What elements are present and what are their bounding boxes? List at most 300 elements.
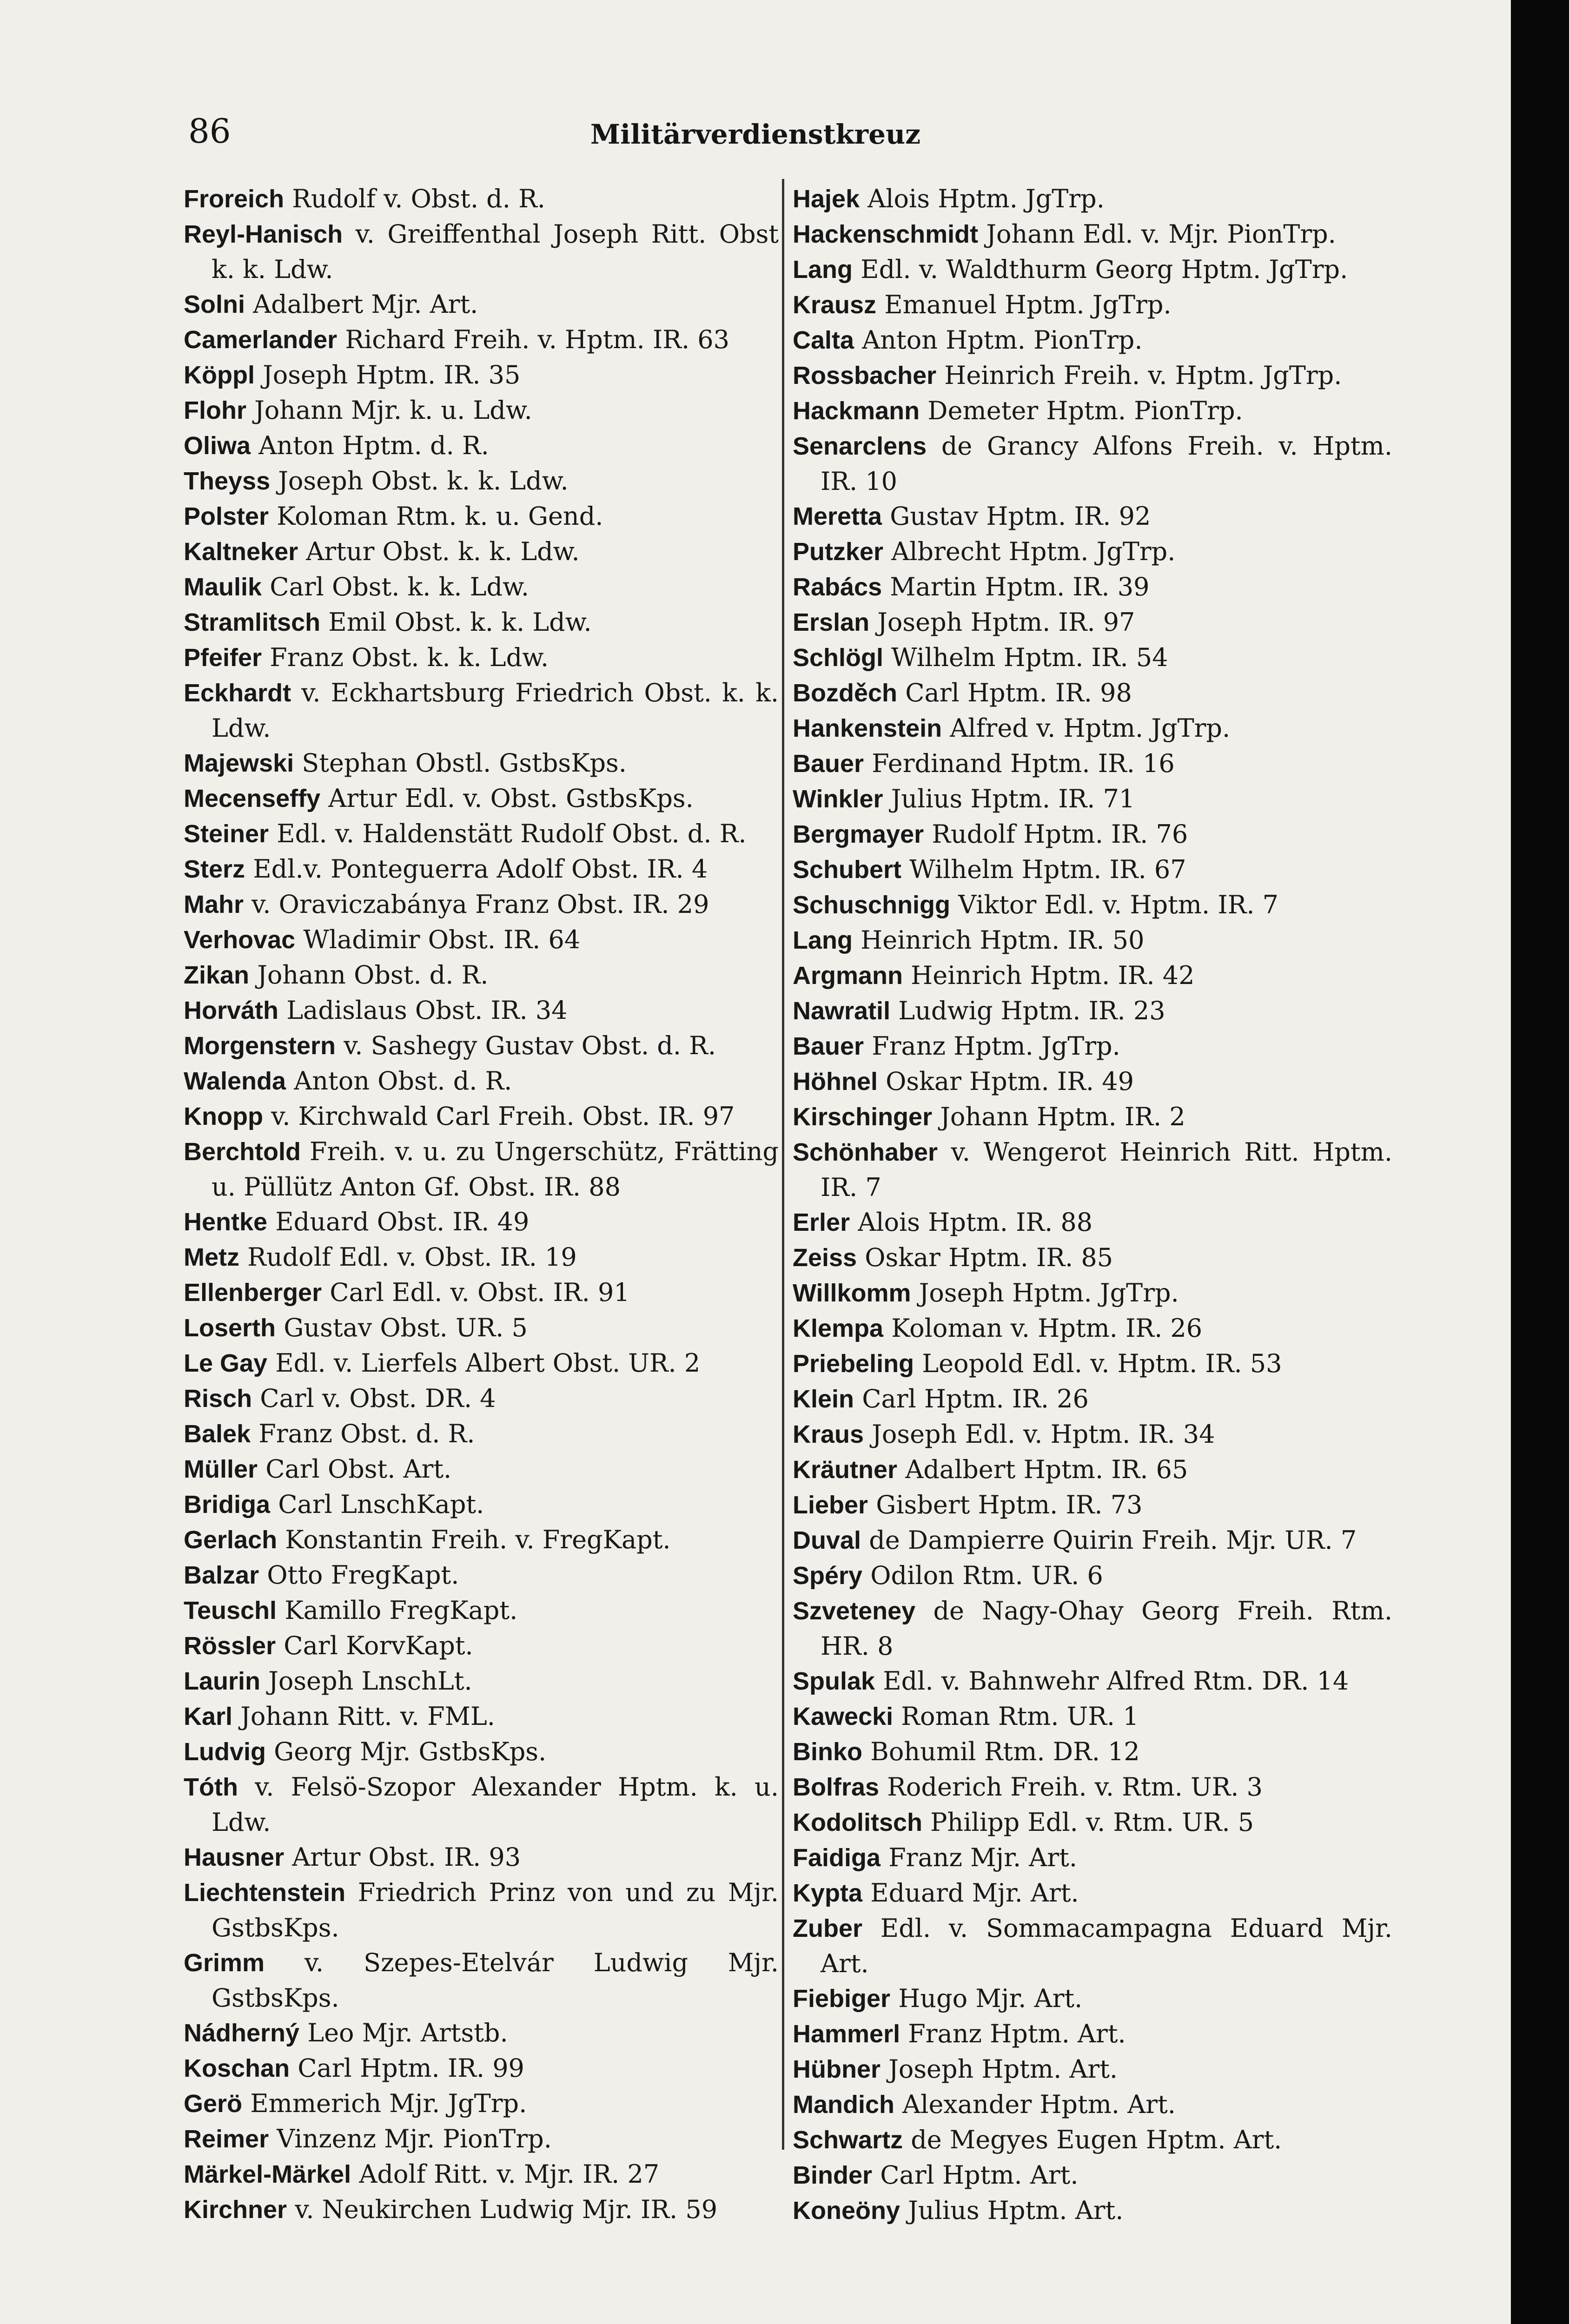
list-item	[184, 1945, 779, 2015]
list-item	[184, 1734, 779, 1769]
list-item	[184, 781, 779, 816]
list-item	[184, 852, 779, 887]
running-head: Militärverdienstkreuz	[590, 119, 921, 150]
entry-details: Adolf Ritt. v. Mjr. IR. 27	[351, 2159, 660, 2189]
entry-details: v. Kirchwald Carl Freih. Obst. IR. 97	[263, 1102, 735, 1131]
list-item	[184, 499, 779, 534]
list-item	[793, 746, 1392, 781]
entry-details: Richard Freih. v. Hptm. IR. 63	[337, 325, 729, 354]
entry-surname: Hankenstein	[793, 714, 942, 742]
list-item	[184, 1240, 779, 1275]
entry-surname: Winkler	[793, 785, 883, 813]
entry-surname: Flohr	[184, 396, 246, 424]
list-item	[793, 2087, 1392, 2122]
entry-surname: Duval	[793, 1526, 861, 1554]
entry-details: Johann Ritt. v. FML.	[232, 1702, 495, 1731]
list-item	[793, 1064, 1392, 1099]
list-item	[184, 922, 779, 957]
entry-details: Joseph Obst. k. k. Ldw.	[270, 466, 569, 495]
list-item	[184, 393, 779, 428]
list-item	[793, 1487, 1392, 1523]
entry-details: Stephan Obstl. GstbsKps.	[294, 748, 627, 778]
entry-surname: Maulik	[184, 573, 262, 601]
entry-details: v. Szepes-Etelvár Ludwig Mjr. GstbsKps.	[212, 1948, 779, 2013]
entry-details: Carl Obst. Art.	[258, 1454, 452, 1484]
list-item	[184, 1452, 779, 1487]
entry-details: Emanuel Hptm. JgTrp.	[876, 290, 1172, 319]
list-item	[184, 1381, 779, 1416]
entry-surname: Walenda	[184, 1067, 286, 1095]
entry-details: Artur Edl. v. Obst. GstbsKps.	[320, 784, 694, 813]
list-item	[793, 2158, 1392, 2193]
entry-surname: Camerlander	[184, 326, 338, 354]
entry-surname: Liechtenstein	[184, 1879, 346, 1907]
entry-details: Wilhelm Hptm. IR. 67	[901, 855, 1186, 884]
list-item	[184, 640, 779, 675]
entry-surname: Kypta	[793, 1879, 863, 1907]
entry-details: Carl Edl. v. Obst. IR. 91	[322, 1278, 630, 1307]
list-item	[184, 569, 779, 605]
entry-surname: Steiner	[184, 820, 269, 848]
entry-surname: Grimm	[184, 1949, 265, 1977]
entry-details: Leo Mjr. Artstb.	[299, 2018, 508, 2047]
list-item	[793, 1205, 1392, 1240]
list-item	[793, 1240, 1392, 1275]
list-item	[184, 1699, 779, 1734]
entry-details: Carl Hptm. IR. 99	[290, 2053, 524, 2083]
list-item	[793, 1699, 1392, 1734]
entry-surname: Putzker	[793, 538, 884, 566]
entry-surname: Ludvig	[184, 1738, 266, 1766]
entry-details: Carl Hptm. IR. 98	[897, 678, 1132, 707]
entry-details: Heinrich Hptm. IR. 42	[903, 961, 1195, 990]
entry-surname: Reyl-Hanisch	[184, 220, 343, 248]
entry-details: Gisbert Hptm. IR. 73	[868, 1490, 1143, 1519]
entry-surname: Willkomm	[793, 1279, 911, 1307]
entry-details: Anton Hptm. d. R.	[251, 431, 489, 460]
entry-surname: Fiebiger	[793, 1985, 891, 2013]
list-item	[184, 2121, 779, 2157]
entry-surname: Kräutner	[793, 1456, 898, 1484]
entry-details: Edl. v. Haldenstätt Rudolf Obst. d. R.	[269, 819, 747, 848]
column-divider	[782, 179, 784, 2150]
entry-surname: Gerlach	[184, 1526, 278, 1554]
entry-surname: Bergmayer	[793, 820, 924, 848]
entry-details: Viktor Edl. v. Hptm. IR. 7	[950, 890, 1279, 919]
entry-details: Joseph Edl. v. Hptm. IR. 34	[864, 1419, 1215, 1449]
list-item	[184, 746, 779, 781]
entry-details: Ladislaus Obst. IR. 34	[278, 996, 568, 1025]
list-item	[184, 1028, 779, 1063]
entry-surname: Schlögl	[793, 644, 884, 672]
list-item	[184, 322, 779, 357]
entry-surname: Nawratil	[793, 997, 891, 1025]
list-item	[184, 181, 779, 217]
entry-details: Edl. v. Waldthurm Georg Hptm. JgTrp.	[853, 255, 1348, 284]
list-item	[793, 393, 1392, 429]
list-item	[184, 675, 779, 746]
list-item	[184, 1275, 779, 1310]
list-item	[793, 2016, 1392, 2052]
list-item	[184, 2086, 779, 2121]
entry-surname: Senarclens	[793, 432, 927, 460]
entry-details: Carl LnschKapt.	[270, 1490, 484, 1519]
entry-details: Koloman Rtm. k. u. Gend.	[269, 502, 603, 531]
list-item	[793, 675, 1392, 711]
entry-details: Alois Hptm. JgTrp.	[860, 184, 1105, 213]
entry-details: Carl Obst. k. k. Ldw.	[262, 572, 530, 601]
entry-surname: Hausner	[184, 1843, 285, 1871]
entry-details: Franz Hptm. JgTrp.	[864, 1031, 1120, 1061]
entry-surname: Meretta	[793, 502, 882, 530]
entry-surname: Argmann	[793, 962, 903, 990]
entry-surname: Klein	[793, 1385, 854, 1413]
list-item	[184, 1346, 779, 1381]
list-item	[793, 534, 1392, 569]
entry-surname: Eckhardt	[184, 679, 291, 707]
list-item	[184, 2015, 779, 2051]
list-item	[184, 605, 779, 640]
entry-surname: Mandich	[793, 2091, 895, 2119]
entry-surname: Spéry	[793, 1562, 863, 1590]
entry-details: Vinzenz Mjr. PionTrp.	[269, 2124, 552, 2153]
page-edge-shadow	[1511, 0, 1569, 2324]
entry-surname: Karl	[184, 1703, 233, 1730]
entry-details: Odilon Rtm. UR. 6	[862, 1561, 1103, 1590]
list-item	[184, 1063, 779, 1099]
entry-details: Friedrich Prinz von und zu Mjr. GstbsKps.	[212, 1878, 779, 1942]
entry-surname: Priebeling	[793, 1350, 914, 1378]
entry-surname: Hackenschmidt	[793, 220, 979, 248]
entry-surname: Szveteney	[793, 1597, 916, 1625]
entry-surname: Spulak	[793, 1667, 875, 1695]
entry-details: Artur Obst. IR. 93	[284, 1842, 521, 1872]
entry-details: Koloman v. Hptm. IR. 26	[883, 1314, 1203, 1343]
entry-details: Wladimir Obst. IR. 64	[295, 925, 581, 954]
entry-surname: Binko	[793, 1738, 863, 1766]
list-item	[184, 1134, 779, 1204]
entry-details: Bohumil Rtm. DR. 12	[862, 1737, 1140, 1766]
list-item	[184, 463, 779, 499]
entry-surname: Bozděch	[793, 679, 898, 707]
entry-surname: Höhnel	[793, 1068, 878, 1096]
entry-details: Joseph Hptm. JgTrp.	[911, 1278, 1179, 1307]
entry-details: Carl KorvKapt.	[276, 1631, 473, 1660]
entry-details: Edl. v. Sommacampagna Eduard Mjr. Art.	[821, 1914, 1392, 1978]
entry-details: de Dampierre Quirin Freih. Mjr. UR. 7	[861, 1525, 1357, 1555]
entry-surname: Bridiga	[184, 1491, 271, 1519]
list-item	[793, 1769, 1392, 1805]
entry-details: Joseph Hptm. IR. 97	[869, 607, 1135, 637]
entry-details: Franz Mjr. Art.	[880, 1843, 1077, 1872]
list-item	[793, 1346, 1392, 1381]
entry-surname: Bauer	[793, 750, 864, 778]
list-item	[184, 2192, 779, 2227]
entry-details: Carl Hptm. IR. 26	[854, 1384, 1089, 1413]
entry-surname: Krausz	[793, 291, 877, 319]
list-item	[793, 569, 1392, 605]
list-item	[793, 711, 1392, 746]
entry-details: Gustav Obst. UR. 5	[276, 1313, 528, 1342]
entry-details: v. Sashegy Gustav Obst. d. R.	[336, 1031, 716, 1060]
entry-details: Rudolf Hptm. IR. 76	[924, 819, 1188, 849]
entry-surname: Knopp	[184, 1103, 263, 1130]
entry-details: Adalbert Mjr. Art.	[245, 290, 478, 319]
entry-surname: Hentke	[184, 1208, 268, 1236]
entry-surname: Verhovac	[184, 926, 296, 954]
list-item	[184, 1310, 779, 1346]
entry-surname: Schwartz	[793, 2126, 903, 2154]
entry-surname: Bauer	[793, 1032, 864, 1060]
entry-surname: Kawecki	[793, 1703, 894, 1730]
entry-details: Anton Hptm. PionTrp.	[854, 325, 1143, 355]
entry-details: Philipp Edl. v. Rtm. UR. 5	[922, 1808, 1254, 1837]
list-item	[793, 429, 1392, 499]
entry-surname: Zikan	[184, 961, 250, 989]
list-item	[184, 1769, 779, 1840]
entry-surname: Pfeifer	[184, 644, 262, 672]
entry-details: de Megyes Eugen Hptm. Art.	[903, 2125, 1282, 2154]
entry-details: Leopold Edl. v. Hptm. IR. 53	[914, 1349, 1282, 1378]
entry-surname: Klempa	[793, 1314, 884, 1342]
list-item	[793, 852, 1392, 887]
entry-surname: Sterz	[184, 855, 245, 883]
list-item	[793, 887, 1392, 923]
list-item	[793, 1452, 1392, 1487]
entry-details: Johann Mjr. k. u. Ldw.	[246, 396, 532, 425]
entry-details: de Nagy-Ohay Georg Freih. Rtm. HR. 8	[821, 1596, 1392, 1661]
entry-surname: Kirchner	[184, 2196, 287, 2224]
entry-surname: Schubert	[793, 856, 902, 884]
entry-details: Roderich Freih. v. Rtm. UR. 3	[879, 1772, 1263, 1802]
entry-surname: Rabács	[793, 573, 882, 601]
entry-details: Ferdinand Hptm. IR. 16	[864, 749, 1175, 778]
entry-surname: Risch	[184, 1385, 252, 1413]
list-item	[793, 2193, 1392, 2228]
list-item	[793, 923, 1392, 958]
list-item	[184, 1099, 779, 1134]
entry-surname: Balzar	[184, 1561, 259, 1589]
entry-details: Alois Hptm. IR. 88	[850, 1208, 1093, 1237]
list-item	[184, 993, 779, 1028]
entry-surname: Schuschnigg	[793, 891, 951, 919]
list-item	[184, 287, 779, 322]
entry-details: Franz Obst. k. k. Ldw.	[262, 643, 549, 672]
list-item	[793, 1875, 1392, 1911]
entry-details: v. Oraviczabánya Franz Obst. IR. 29	[244, 890, 709, 919]
entry-surname: Faidiga	[793, 1844, 881, 1872]
list-item	[793, 287, 1392, 323]
entry-surname: Oliwa	[184, 432, 251, 460]
entry-details: Ludwig Hptm. IR. 23	[890, 996, 1165, 1025]
entry-details: Julius Hptm. IR. 71	[883, 784, 1135, 813]
entry-details: Rudolf Edl. v. Obst. IR. 19	[239, 1242, 577, 1272]
entry-details: v. Greiffenthal Joseph Ritt. Obst k. k. Ldw.	[212, 219, 779, 284]
entry-surname: Stramlitsch	[184, 608, 321, 636]
list-item	[793, 1029, 1392, 1064]
entry-surname: Kodolitsch	[793, 1809, 922, 1836]
entry-details: Adalbert Hptm. IR. 65	[897, 1455, 1188, 1484]
entry-surname: Zeiss	[793, 1244, 857, 1272]
entry-details: Franz Hptm. Art.	[900, 2019, 1126, 2048]
entry-details: Edl. v. Lierfels Albert Obst. UR. 2	[267, 1348, 701, 1378]
list-item	[793, 1099, 1392, 1135]
entry-surname: Bolfras	[793, 1773, 880, 1801]
list-item	[184, 1522, 779, 1558]
entry-details: Artur Obst. k. k. Ldw.	[298, 537, 580, 566]
list-item	[184, 816, 779, 852]
list-item	[793, 358, 1392, 393]
entry-details: Anton Obst. d. R.	[286, 1066, 512, 1096]
entry-surname: Koschan	[184, 2054, 290, 2082]
entry-surname: Hübner	[793, 2055, 880, 2083]
list-item	[793, 217, 1392, 252]
entry-details: Joseph Hptm. IR. 35	[254, 360, 521, 390]
list-item	[184, 1487, 779, 1522]
entry-surname: Froreich	[184, 185, 285, 213]
list-item	[184, 357, 779, 393]
list-item	[184, 428, 779, 463]
entry-details: Eduard Mjr. Art.	[862, 1878, 1079, 1908]
list-item	[184, 2157, 779, 2192]
entry-details: Heinrich Hptm. IR. 50	[853, 925, 1145, 955]
list-item	[793, 1805, 1392, 1840]
page-number: 86	[188, 112, 231, 151]
list-item	[793, 1135, 1392, 1205]
entry-details: Georg Mjr. GstbsKps.	[265, 1737, 547, 1766]
entry-surname: Zuber	[793, 1915, 863, 1942]
list-item	[793, 605, 1392, 640]
list-item	[184, 1558, 779, 1593]
entry-details: Emil Obst. k. k. Ldw.	[320, 607, 592, 637]
entry-surname: Rossbacher	[793, 362, 937, 390]
entry-surname: Loserth	[184, 1314, 276, 1342]
entry-details: v. Wengerot Heinrich Ritt. Hptm. IR. 7	[821, 1137, 1392, 1202]
list-item	[184, 217, 779, 287]
entry-details: Johann Edl. v. Mjr. PionTrp.	[978, 219, 1336, 249]
entry-surname: Kirschinger	[793, 1103, 933, 1131]
entry-details: Joseph LnschLt.	[260, 1666, 472, 1696]
entry-surname: Hackmann	[793, 397, 920, 425]
list-item	[184, 534, 779, 569]
entry-details: Franz Obst. d. R.	[251, 1419, 475, 1448]
entry-details: Wilhelm Hptm. IR. 54	[883, 643, 1168, 672]
entry-details: Hugo Mjr. Art.	[890, 1984, 1083, 2013]
entry-details: Demeter Hptm. PionTrp.	[920, 396, 1243, 425]
entry-surname: Balek	[184, 1420, 251, 1448]
list-item	[184, 1416, 779, 1452]
list-item	[793, 640, 1392, 675]
entry-surname: Teuschl	[184, 1597, 277, 1624]
list-item	[184, 957, 779, 993]
left-column	[184, 181, 779, 2227]
list-item	[793, 1593, 1392, 1664]
entry-details: v. Neukirchen Ludwig Mjr. IR. 59	[287, 2195, 718, 2224]
entry-details: de Grancy Alfons Freih. v. Hptm. IR. 10	[821, 431, 1392, 496]
entry-surname: Rössler	[184, 1632, 276, 1660]
list-item	[793, 499, 1392, 534]
entry-surname: Kraus	[793, 1420, 864, 1448]
entry-details: v. Felsö-Szopor Alexander Hptm. k. u. Ldw.	[212, 1772, 779, 1837]
entry-surname: Tóth	[184, 1773, 238, 1801]
entry-surname: Morgenstern	[184, 1032, 336, 1060]
entry-surname: Binder	[793, 2161, 873, 2189]
entry-details: Edl.v. Ponteguerra Adolf Obst. IR. 4	[245, 854, 708, 884]
list-item	[793, 323, 1392, 358]
right-column	[793, 181, 1392, 2228]
entry-details: Emmerich Mjr. JgTrp.	[242, 2089, 527, 2118]
entry-surname: Erler	[793, 1208, 850, 1236]
entry-details: Alfred v. Hptm. JgTrp.	[942, 713, 1231, 743]
list-item	[793, 1911, 1392, 1981]
entry-surname: Lieber	[793, 1491, 868, 1519]
entry-surname: Le Gay	[184, 1349, 268, 1377]
entry-surname: Laurin	[184, 1667, 261, 1695]
list-item	[184, 1204, 779, 1240]
entry-details: Oskar Hptm. IR. 85	[857, 1243, 1113, 1272]
entry-details: Edl. v. Bahnwehr Alfred Rtm. DR. 14	[875, 1666, 1349, 1696]
entry-surname: Müller	[184, 1455, 258, 1483]
entry-surname: Lang	[793, 256, 853, 284]
list-item	[184, 887, 779, 922]
list-item	[793, 2122, 1392, 2158]
entry-surname: Gerö	[184, 2090, 243, 2118]
entry-details: Johann Obst. d. R.	[249, 960, 489, 990]
list-item	[793, 1558, 1392, 1593]
entry-surname: Mahr	[184, 891, 244, 918]
list-item	[793, 1664, 1392, 1699]
list-item	[793, 993, 1392, 1029]
entry-surname: Märkel-Märkel	[184, 2160, 351, 2188]
entry-details: Freih. v. u. zu Ungerschütz, Frätting u. Püllütz Anton Gf. Obst. IR. 88	[212, 1137, 779, 1202]
entry-surname: Polster	[184, 502, 269, 530]
entry-details: Alexander Hptm. Art.	[894, 2090, 1176, 2119]
entry-details: Roman Rtm. UR. 1	[893, 1702, 1139, 1731]
entry-surname: Solni	[184, 290, 245, 318]
entry-details: Johann Hptm. IR. 2	[932, 1102, 1185, 1131]
entry-surname: Koneöny	[793, 2197, 900, 2225]
entry-surname: Hajek	[793, 185, 860, 213]
entry-details: v. Eckhartsburg Friedrich Obst. k. k. Ldw.	[212, 678, 779, 743]
entry-surname: Erslan	[793, 608, 870, 636]
entry-surname: Reimer	[184, 2125, 269, 2153]
entry-surname: Mecenseffy	[184, 785, 321, 812]
entry-surname: Theyss	[184, 467, 271, 495]
entry-surname: Ellenberger	[184, 1279, 322, 1307]
list-item	[793, 781, 1392, 817]
list-item	[793, 1381, 1392, 1417]
entry-surname: Lang	[793, 926, 853, 954]
list-item	[793, 181, 1392, 217]
list-item	[793, 1840, 1392, 1875]
entry-surname: Calta	[793, 326, 854, 354]
entry-surname: Hammerl	[793, 2020, 900, 2048]
entry-details: Eduard Obst. IR. 49	[267, 1207, 530, 1236]
list-item	[184, 1875, 779, 1945]
list-item	[793, 1311, 1392, 1346]
list-item	[184, 2051, 779, 2086]
entry-details: Kamillo FregKapt.	[277, 1596, 518, 1625]
list-item	[793, 252, 1392, 287]
list-item	[793, 1981, 1392, 2016]
list-item	[793, 958, 1392, 993]
entry-details: Heinrich Freih. v. Hptm. JgTrp.	[936, 361, 1342, 390]
list-item	[793, 1275, 1392, 1311]
list-item	[184, 1593, 779, 1628]
list-item	[184, 1664, 779, 1699]
list-item	[793, 1523, 1392, 1558]
list-item	[793, 2052, 1392, 2087]
